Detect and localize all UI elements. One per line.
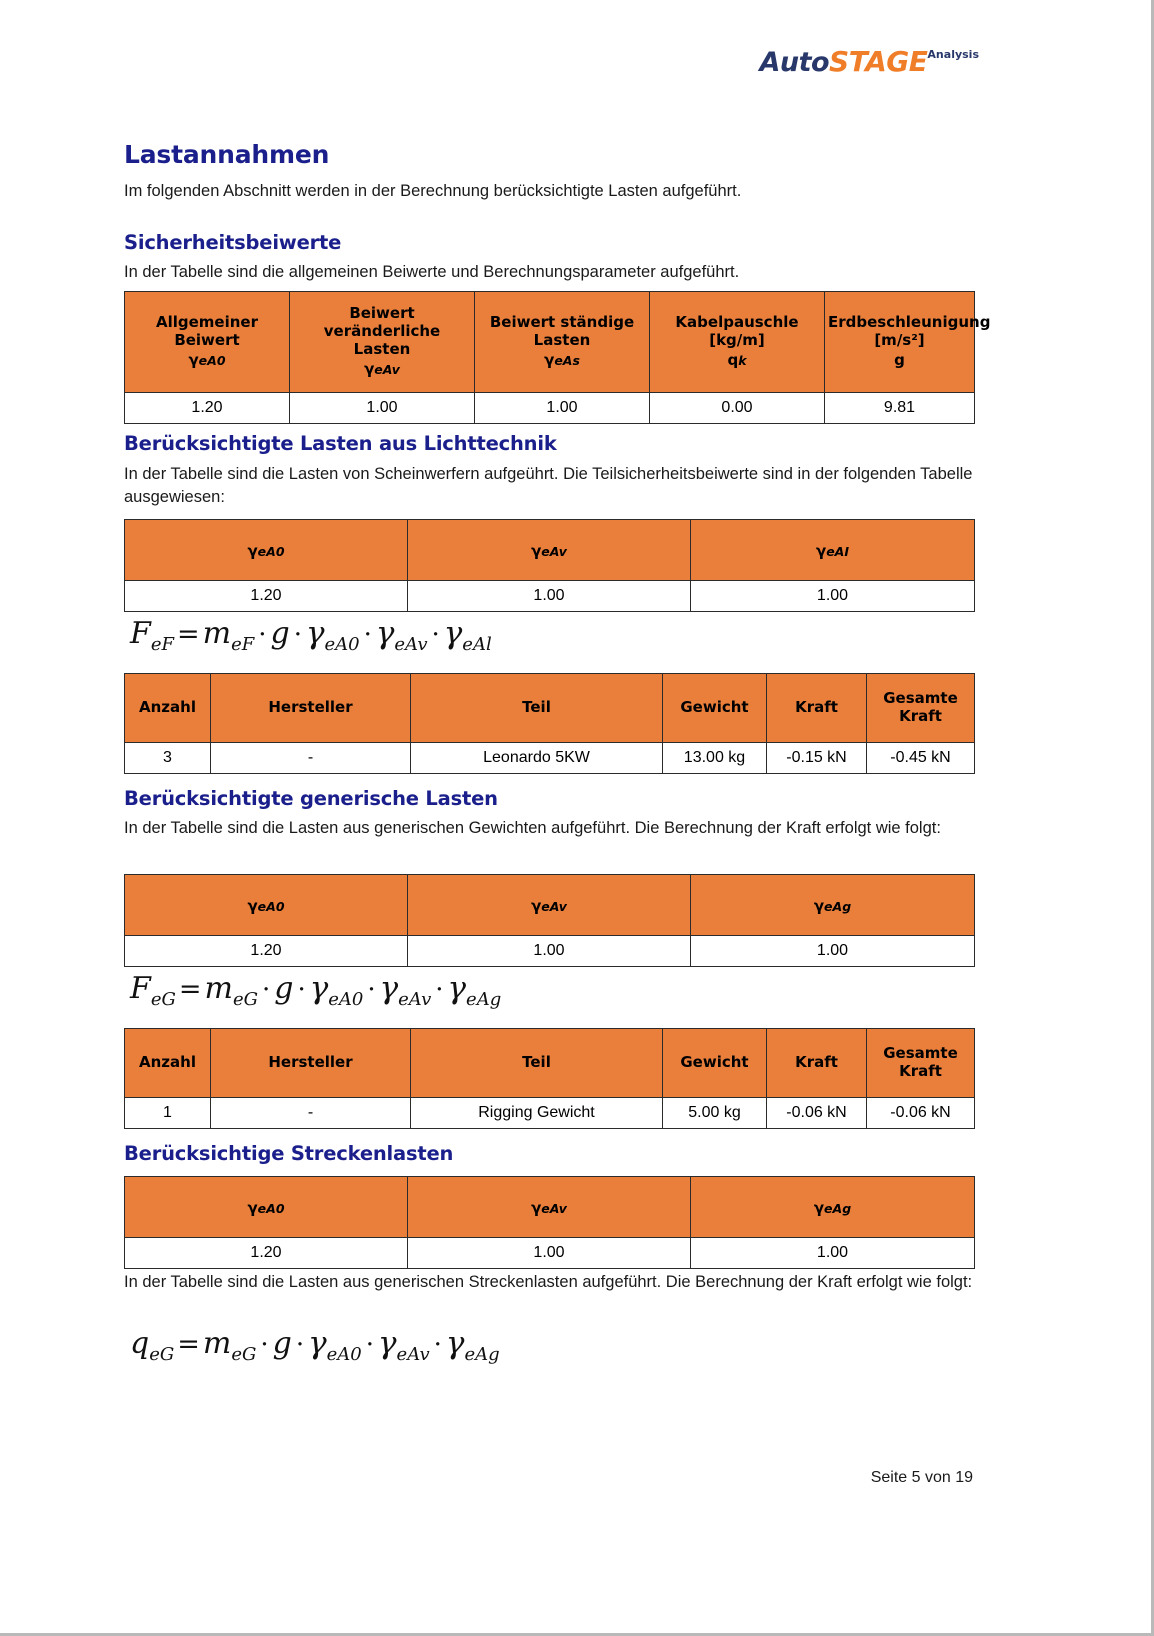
section-title-line-loads-wrap bbox=[124, 1142, 453, 1165]
cell-teil: Leonardo 5KW bbox=[411, 743, 663, 774]
cell-kraft: -0.06 kN bbox=[767, 1098, 867, 1129]
section-text-safety: In der Tabelle sind die allgemeinen Beiwerte und Berechnungsparameter aufgeführt. bbox=[124, 263, 740, 281]
th-beiwert-staendige-lasten: Beiwert ständige Lasten γeAs bbox=[475, 292, 650, 393]
cell-hersteller: - bbox=[211, 743, 411, 774]
th-erdbeschleunigung: Erdbeschleunigung [m/s²] g bbox=[825, 292, 975, 393]
intro-paragraph: Im folgenden Abschnitt werden in der Berechnung berücksichtigte Lasten aufgeführt. bbox=[124, 182, 742, 200]
cell-gamma-eav-value: 1.00 bbox=[290, 393, 475, 424]
section-text-generic: In der Tabelle sind die Lasten aus generischen Gewichten aufgeführt. Die Berechnung der Kraft erfolgt wie folgt: bbox=[124, 819, 941, 837]
table-header-row bbox=[125, 292, 975, 393]
cell-gamma-ea0-value: 1.20 bbox=[125, 393, 290, 424]
gamma-symbol-eav: γeAv bbox=[531, 1198, 567, 1217]
table-row bbox=[125, 393, 975, 424]
formula-force-generic: FeG = meG · g · γeA0 · γeAv · γeAg bbox=[130, 970, 502, 1010]
light-items-table bbox=[124, 673, 975, 774]
gamma-symbol-eag: γeAg bbox=[813, 896, 852, 915]
intro-paragraph-wrap bbox=[124, 180, 976, 203]
cell-anzahl: 1 bbox=[125, 1098, 211, 1129]
th-gewicht: Gewicht bbox=[663, 674, 767, 743]
section-title-safety-wrap bbox=[124, 231, 341, 254]
safety-coefficients-table bbox=[124, 291, 991, 424]
th-kabelpauschle: Kabelpauschle [kg/m] qk bbox=[650, 292, 825, 393]
gamma-symbol-eav: γeAv bbox=[364, 360, 400, 379]
formula-line-load: qeG = meG · g · γeA0 · γeAv · γeAg bbox=[130, 1325, 500, 1365]
logo-text-auto: Auto bbox=[759, 47, 830, 78]
table-header-row bbox=[125, 1029, 975, 1098]
th-kraft: Kraft bbox=[767, 674, 867, 743]
section-text-light: In der Tabelle sind die Lasten von Scheinwerfern aufgeührt. Die Teilsicherheitsbeiwerte sind in der folgenden Tabelle ausgewiesen: bbox=[124, 465, 973, 506]
th-hersteller: Hersteller bbox=[211, 674, 411, 743]
gamma-symbol-eav: γeAv bbox=[531, 541, 567, 560]
th-gamma-eag bbox=[691, 1177, 975, 1238]
page-title: Lastannahmen bbox=[124, 140, 330, 169]
section-text-line-loads: In der Tabelle sind die Lasten aus generischen Streckenlasten aufgeführt. Die Berechnung der Kraft erfolgt wie folgt: bbox=[124, 1273, 973, 1291]
cell-gewicht: 5.00 kg bbox=[663, 1098, 767, 1129]
cell-gamma-ea0-value: 1.20 bbox=[125, 1238, 408, 1269]
section-text-safety-wrap bbox=[124, 261, 976, 284]
th-gamma-eal bbox=[691, 520, 975, 581]
cell-teil: Rigging Gewicht bbox=[411, 1098, 663, 1129]
cell-gamma-eag-value: 1.00 bbox=[691, 1238, 975, 1269]
table-row bbox=[125, 1098, 975, 1129]
th-allgemeiner-beiwert: Allgemeiner Beiwert γeA0 bbox=[125, 292, 290, 393]
cell-gesamte-kraft: -0.45 kN bbox=[867, 743, 975, 774]
table-header-row bbox=[125, 520, 975, 581]
th-gesamte-kraft: Gesamte Kraft bbox=[867, 674, 975, 743]
section-text-line-loads-wrap bbox=[124, 1271, 982, 1294]
gamma-symbol-eag: γeAg bbox=[813, 1198, 852, 1217]
th-hersteller: Hersteller bbox=[211, 1029, 411, 1098]
th-gamma-eag bbox=[691, 875, 975, 936]
th-gewicht: Gewicht bbox=[663, 1029, 767, 1098]
page-title-wrap bbox=[124, 140, 329, 169]
cell-gamma-eav-value: 1.00 bbox=[408, 581, 691, 612]
cell-gewicht: 13.00 kg bbox=[663, 743, 767, 774]
th-gamma-ea0 bbox=[125, 520, 408, 581]
cell-kraft: -0.15 kN bbox=[767, 743, 867, 774]
cell-gamma-eal-value: 1.00 bbox=[691, 581, 975, 612]
gamma-symbol-ea0: γeA0 bbox=[188, 351, 226, 370]
section-title-light-wrap bbox=[124, 432, 557, 455]
cell-qk-value: 0.00 bbox=[650, 393, 825, 424]
autostage-analysis-logo bbox=[759, 45, 979, 78]
line-loads-gamma-table bbox=[124, 1176, 975, 1269]
section-text-light-wrap bbox=[124, 463, 974, 509]
cell-gamma-ea0-value: 1.20 bbox=[125, 936, 408, 967]
gamma-symbol-ea0: γeA0 bbox=[247, 896, 285, 915]
formula-force-light: FeF = meF · g · γeA0 · γeAv · γeAl bbox=[130, 615, 492, 655]
page-footer: Seite 5 von 19 bbox=[870, 1469, 973, 1486]
light-gamma-table bbox=[124, 519, 975, 612]
table-row bbox=[125, 1238, 975, 1269]
th-teil: Teil bbox=[411, 1029, 663, 1098]
cell-g-value: 9.81 bbox=[825, 393, 975, 424]
cell-gamma-eag-value: 1.00 bbox=[691, 936, 975, 967]
section-title-line-loads: Berücksichtige Streckenlasten bbox=[124, 1142, 454, 1165]
logo-text-stage: STAGE bbox=[829, 45, 928, 78]
th-gamma-ea0 bbox=[125, 1177, 408, 1238]
table-header-row bbox=[125, 674, 975, 743]
table-header-row bbox=[125, 1177, 975, 1238]
gamma-symbol-eav: γeAv bbox=[531, 896, 567, 915]
gamma-symbol-ea0: γeA0 bbox=[247, 1198, 285, 1217]
symbol-qk: qk bbox=[727, 351, 747, 370]
gamma-symbol-eas: γeAs bbox=[544, 351, 580, 370]
section-text-generic-wrap bbox=[124, 817, 982, 840]
table-row bbox=[125, 581, 975, 612]
cell-gamma-eas-value: 1.00 bbox=[475, 393, 650, 424]
th-kraft: Kraft bbox=[767, 1029, 867, 1098]
th-anzahl: Anzahl bbox=[125, 1029, 211, 1098]
th-gesamte-kraft: Gesamte Kraft bbox=[867, 1029, 975, 1098]
cell-gamma-eav-value: 1.00 bbox=[408, 936, 691, 967]
gamma-symbol-eal: γeAI bbox=[815, 541, 850, 560]
logo-text-analysis: Analysis bbox=[927, 48, 979, 61]
th-gamma-eav bbox=[408, 1177, 691, 1238]
cell-gamma-eav-value: 1.00 bbox=[408, 1238, 691, 1269]
th-gamma-eav bbox=[408, 875, 691, 936]
cell-gesamte-kraft: -0.06 kN bbox=[867, 1098, 975, 1129]
table-header-row bbox=[125, 875, 975, 936]
cell-gamma-ea0-value: 1.20 bbox=[125, 581, 408, 612]
cell-anzahl: 3 bbox=[125, 743, 211, 774]
table-row bbox=[125, 743, 975, 774]
th-gamma-eav bbox=[408, 520, 691, 581]
section-title-safety: Sicherheitsbeiwerte bbox=[124, 231, 342, 254]
section-title-generic: Berücksichtigte generische Lasten bbox=[124, 787, 498, 810]
generic-items-table bbox=[124, 1028, 975, 1129]
th-beiwert-veraenderliche-lasten: Beiwert veränderliche Lasten γeAv bbox=[290, 292, 475, 393]
generic-gamma-table bbox=[124, 874, 975, 967]
th-anzahl: Anzahl bbox=[125, 674, 211, 743]
th-gamma-ea0 bbox=[125, 875, 408, 936]
cell-hersteller: - bbox=[211, 1098, 411, 1129]
table-row bbox=[125, 936, 975, 967]
th-teil: Teil bbox=[411, 674, 663, 743]
section-title-generic-wrap bbox=[124, 787, 498, 810]
section-title-light: Berücksichtigte Lasten aus Lichttechnik bbox=[124, 432, 557, 455]
gamma-symbol-ea0: γeA0 bbox=[247, 541, 285, 560]
symbol-g: g bbox=[894, 351, 905, 370]
